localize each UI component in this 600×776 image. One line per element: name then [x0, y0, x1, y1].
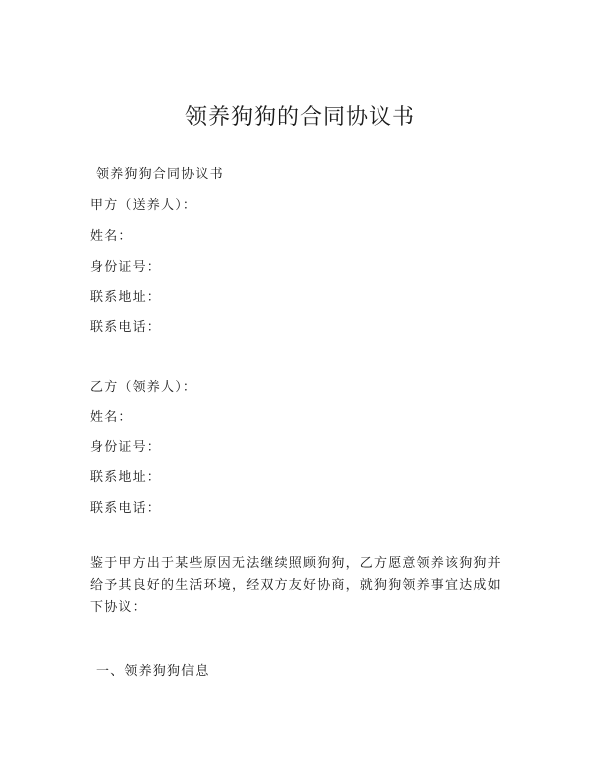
- party-a-name-label: 姓名：: [90, 229, 133, 244]
- party-b-address-label: 联系地址：: [90, 470, 162, 485]
- party-a-phone-label: 联系电话：: [90, 320, 162, 335]
- party-a-id-label: 身份证号：: [90, 260, 162, 275]
- preamble-paragraph: 鉴于甲方出于某些原因无法继续照顾狗狗，乙方愿意领养该狗狗并给予其良好的生活环境，经双方友好协商，就狗狗领养事宜达成如下协议：: [90, 556, 502, 615]
- section-1-heading: 一、领养狗狗信息: [96, 664, 210, 679]
- party-a-address-label: 联系地址：: [90, 290, 162, 305]
- party-b-phone-label: 联系电话：: [90, 501, 162, 516]
- party-b-id-label: 身份证号：: [90, 440, 162, 455]
- party-b-heading: 乙方（领养人）：: [90, 380, 198, 395]
- document-subtitle: 领养狗狗合同协议书: [96, 167, 224, 182]
- document-title: 领养狗狗的合同协议书: [184, 105, 415, 130]
- party-b-name-label: 姓名：: [90, 410, 133, 425]
- party-a-heading: 甲方（送养人）：: [90, 198, 198, 213]
